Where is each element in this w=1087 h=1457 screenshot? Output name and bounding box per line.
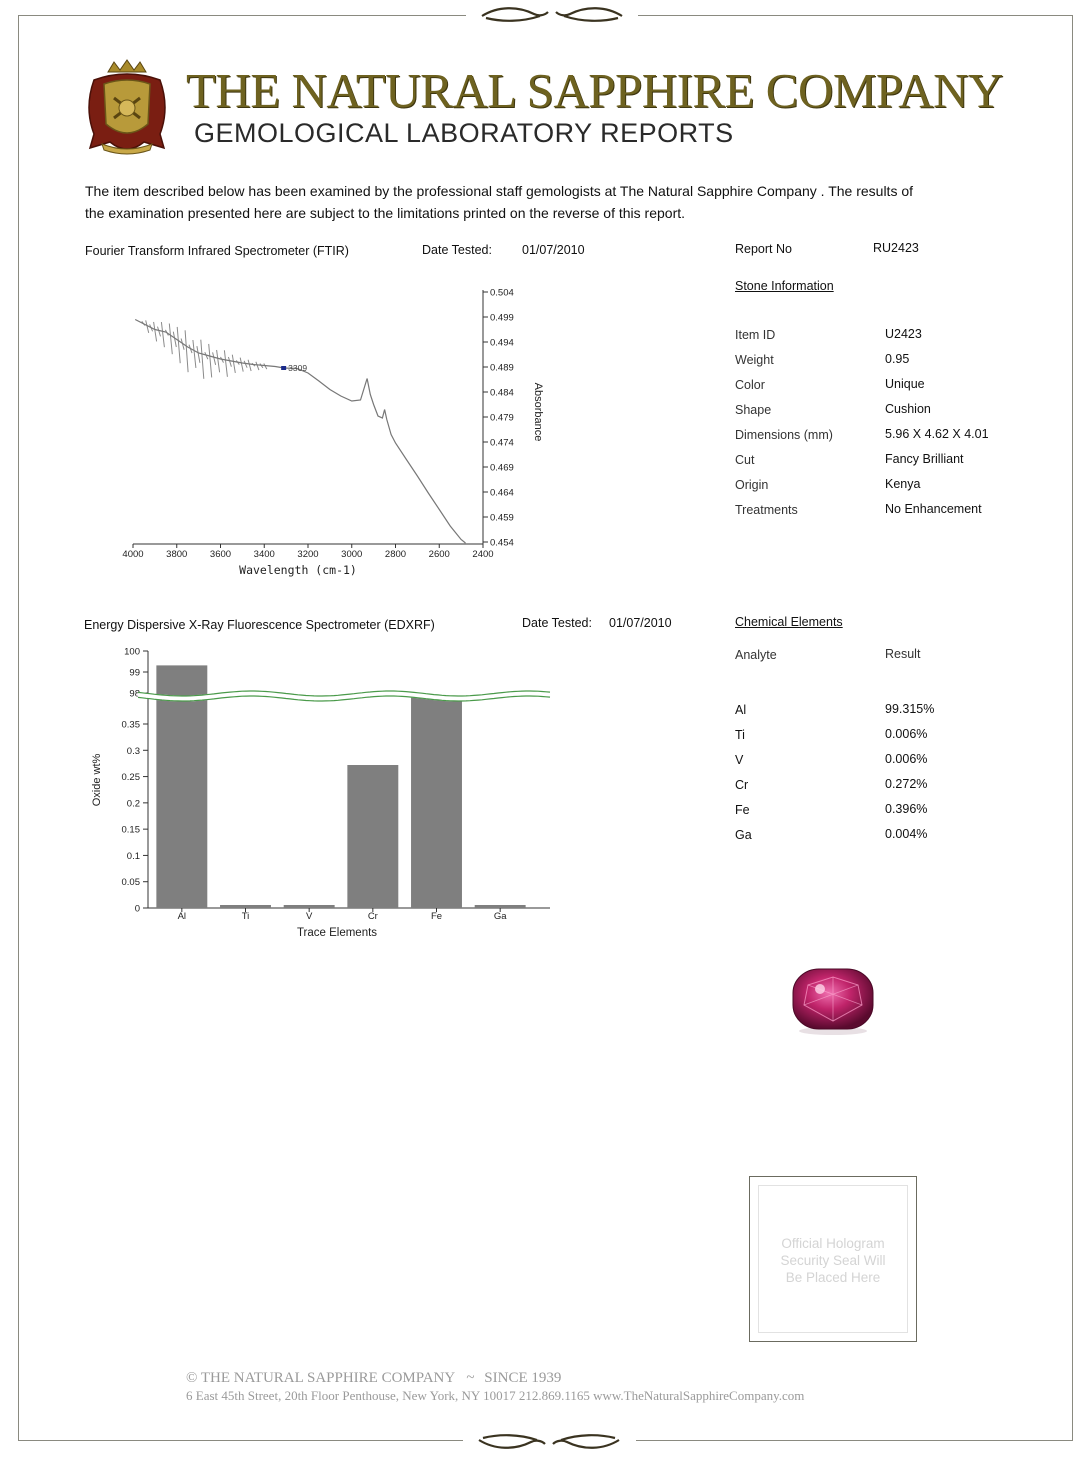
ftir-y-tick-label: 0.494 — [490, 337, 514, 349]
ftir-x-tick-label: 4000 — [122, 549, 144, 560]
chemical-result: 0.272% — [885, 777, 928, 791]
ftir-noise-series — [142, 320, 267, 378]
footer-address: 6 East 45th Street, 20th Floor Penthouse, New York, NY 10017 212.869.1165 www.TheNaturalSapphireCompany.com — [186, 1388, 805, 1403]
report-no-value: RU2423 — [873, 241, 919, 255]
chemical-result: 99.315% — [885, 702, 935, 716]
ftir-peak-marker — [281, 366, 286, 370]
ftir-y-tick-label: 0.464 — [490, 487, 514, 499]
ftir-peak-label: 3309 — [288, 363, 308, 373]
stone-info-value: Fancy Brilliant — [885, 452, 964, 466]
ftir-absorbance-series — [135, 320, 465, 544]
ftir-x-tick-label: 2800 — [384, 549, 407, 560]
frame-bottom-right — [636, 1440, 1073, 1441]
edxrf-bar-al — [156, 665, 207, 908]
ftir-x-tick-label: 3600 — [209, 549, 232, 560]
ftir-y-tick-label: 0.484 — [490, 387, 514, 399]
ftir-x-axis-title: Wavelength (cm-1) — [239, 563, 357, 577]
company-crest-logo — [80, 58, 174, 160]
edxrf-bar-cr — [347, 765, 398, 908]
footer-copyright — [186, 1370, 561, 1387]
ftir-y-tick-label: 0.499 — [490, 312, 514, 324]
ftir-x-tick-label: 3400 — [253, 549, 275, 560]
chemical-element: Fe — [735, 803, 750, 817]
stone-info-value: No Enhancement — [885, 502, 982, 516]
seal-line-3: Be Placed Here — [785, 1270, 881, 1285]
ftir-x-tick-label: 3000 — [341, 549, 363, 560]
stone-info-key: Item ID — [735, 328, 776, 342]
seal-line-2: Security Seal Will — [780, 1253, 886, 1268]
chemical-heading: Chemical Elements — [735, 615, 843, 629]
edxrf-bar-ti — [220, 905, 271, 908]
edxrf-date: 01/07/2010 — [609, 616, 672, 630]
seal-line-1: Official Hologram — [781, 1236, 885, 1251]
footer-swirl-icon: ~ — [466, 1370, 475, 1386]
edxrf-label: Energy Dispersive X-Ray Fluorescence Spectrometer (EDXRF) — [84, 618, 435, 632]
edxrf-chart — [80, 640, 570, 945]
hologram-seal-placeholder — [749, 1176, 917, 1342]
ftir-y-tick-label: 0.474 — [490, 437, 514, 449]
chemical-result: 0.396% — [885, 802, 928, 816]
ftir-x-tick-label: 2400 — [472, 549, 494, 560]
stone-info-heading: Stone Information — [735, 279, 834, 293]
stone-info-key: Weight — [735, 353, 774, 367]
stone-info-key: Cut — [735, 453, 755, 467]
edxrf-y-tick-label: 0.3 — [126, 745, 140, 757]
ftir-x-tick-label: 3200 — [297, 549, 319, 560]
frame-left — [18, 15, 19, 1440]
chemical-element: Cr — [735, 778, 749, 792]
footer-company: © THE NATURAL SAPPHIRE COMPANY — [186, 1370, 455, 1386]
analyte-col-header: Analyte — [735, 648, 777, 662]
edxrf-date-label: Date Tested: — [522, 616, 592, 630]
edxrf-x-tick-label: Fe — [430, 911, 443, 922]
ftir-chart — [110, 280, 570, 580]
edxrf-y-tick-label: 100 — [124, 646, 140, 658]
edxrf-x-tick-label: Cr — [367, 911, 378, 922]
chemical-element: Al — [735, 703, 747, 717]
ftir-date-label: Date Tested: — [422, 243, 492, 257]
stone-info-value: U2423 — [885, 327, 922, 341]
chemical-element: Ga — [735, 828, 752, 842]
edxrf-y-tick-label: 0.15 — [121, 824, 140, 836]
edxrf-x-axis-title: Trace Elements — [296, 927, 378, 939]
ftir-x-tick-label: 2600 — [428, 549, 450, 560]
stone-info-value: 0.95 — [885, 352, 910, 366]
ftir-y-tick-label: 0.459 — [490, 512, 514, 524]
edxrf-y-tick-label: 0 — [134, 903, 140, 915]
ftir-y-tick-label: 0.479 — [490, 412, 514, 424]
frame-bottom-left — [18, 1440, 463, 1441]
report-no-label: Report No — [735, 242, 792, 256]
stone-info-key: Shape — [735, 403, 772, 417]
edxrf-y-tick-label: 0.35 — [121, 719, 140, 731]
edxrf-x-tick-label: Ti — [241, 911, 250, 922]
chemical-result: 0.004% — [885, 827, 928, 841]
stone-info-value: Unique — [885, 377, 925, 391]
frame-right — [1072, 15, 1073, 1440]
company-title: THE NATURAL SAPPHIRE COMPANY — [186, 63, 1003, 118]
ftir-x-tick-label: 3800 — [166, 549, 188, 560]
result-col-header: Result — [885, 647, 921, 661]
ftir-y-tick-label: 0.489 — [490, 362, 514, 374]
edxrf-y-tick-label: 0.2 — [126, 798, 140, 810]
ftir-y-tick-label: 0.454 — [490, 537, 514, 549]
edxrf-bar-ga — [475, 905, 526, 908]
bottom-ornament-icon — [475, 1430, 623, 1452]
chemical-result: 0.006% — [885, 727, 928, 741]
edxrf-x-tick-label: Ga — [493, 911, 507, 922]
edxrf-x-tick-label: Al — [177, 911, 187, 922]
report-subtitle: GEMOLOGICAL LABORATORY REPORTS — [194, 118, 734, 148]
seal-text — [750, 1235, 916, 1286]
ftir-label: Fourier Transform Infrared Spectrometer (FTIR) — [85, 244, 349, 258]
stone-info-key: Color — [735, 378, 765, 392]
edxrf-bar-fe — [411, 697, 462, 908]
stone-info-value: 5.96 X 4.62 X 4.01 — [885, 427, 989, 441]
stone-info-value: Kenya — [885, 477, 921, 491]
gemstone-image — [788, 965, 878, 1037]
intro-paragraph: The item described below has been examined by the professional staff gemologists at The Natural Sapphire Company . The results of the examination presented here are subject to the limitations printed on the reverse of this report. — [85, 183, 914, 221]
chemical-element: Ti — [735, 728, 745, 742]
edxrf-x-tick-label: V — [305, 911, 313, 922]
edxrf-y-tick-label: 0.05 — [121, 877, 140, 889]
frame-top-right — [638, 15, 1073, 16]
stone-info-key: Origin — [735, 478, 769, 492]
edxrf-y-tick-label: 99 — [129, 667, 140, 679]
stone-info-value: Cushion — [885, 402, 931, 416]
chemical-result: 0.006% — [885, 752, 928, 766]
chemical-element: V — [735, 753, 744, 767]
edxrf-y-axis-title: Oxide wt% — [91, 753, 103, 807]
stone-info-key: Dimensions (mm) — [735, 428, 833, 442]
ftir-y-tick-label: 0.469 — [490, 462, 514, 474]
stone-info-key: Treatments — [735, 503, 798, 517]
edxrf-y-tick-label: 0.1 — [126, 850, 140, 862]
ftir-date: 01/07/2010 — [522, 243, 585, 257]
frame-top-left — [18, 15, 466, 16]
ftir-y-tick-label: 0.504 — [490, 287, 514, 299]
edxrf-y-tick-label: 0.25 — [121, 772, 140, 784]
ftir-y-axis-title: Absorbance — [532, 382, 544, 442]
footer-since: SINCE 1939 — [484, 1370, 562, 1386]
edxrf-bar-v — [284, 905, 335, 908]
edxrf-y-tick-label: 98 — [129, 688, 140, 700]
top-ornament-icon — [478, 4, 626, 26]
